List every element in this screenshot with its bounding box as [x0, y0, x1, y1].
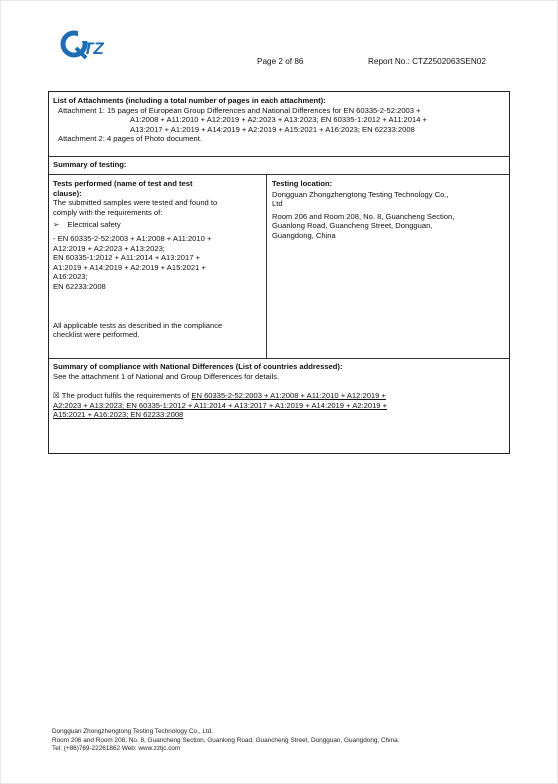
checked-box-icon: ☒	[53, 391, 60, 401]
standard-line: EN 62233:2008	[53, 281, 106, 291]
page-number: Page 2 of 86	[257, 57, 304, 66]
compliance-see: See the attachment 1 of National and Group Differences for details.	[53, 371, 280, 381]
standard-line: A16:2023;	[53, 272, 88, 282]
footer-company: Dongguan Zhongzhengtong Testing Technology Co., Ltd.	[52, 728, 214, 735]
tests-text: The submitted samples were tested and found to	[53, 198, 218, 208]
summary-testing-title: Summary of testing:	[53, 160, 127, 169]
location-line: Dongguan Zhongzhengtong Testing Technology Co.,	[272, 189, 449, 199]
attachment-2-line: Attachment 2: 4 pages of Photo document.	[58, 134, 202, 144]
attachment-1-line3: A13:2017 + A1:2019 + A14:2019 + A2:2019 + A15:2021 + A16:2023; EN 62233:2008	[130, 124, 415, 134]
location-line: Ltd	[272, 199, 283, 209]
arrow-bullet-icon: ➢	[53, 220, 60, 230]
compliance-standards: A2:2023 + A13:2023; EN 60335-1:2012 + A11:2014 + A13:2017 + A1:2019 + A14:2019 + A2:2019 +	[53, 400, 388, 410]
column-divider	[266, 174, 267, 358]
report-table	[48, 91, 510, 454]
bullet-label: Electrical safety	[67, 220, 121, 230]
location-line: Room 206 and Room 208, No. 8, Guancheng Section,	[272, 211, 455, 221]
standard-line: A12:2019 + A2:2023 + A13:2023;	[53, 243, 165, 253]
compliance-statement	[53, 391, 503, 401]
attachments-section	[53, 96, 509, 144]
tests-performed-title: Tests performed (name of test and test	[53, 179, 193, 188]
compliance-title: Summary of compliance with National Differences (List of countries addressed):	[53, 362, 343, 371]
divider	[49, 156, 509, 157]
compliance-standards: A15:2021 + A16:2023; EN 62233:2008	[53, 410, 184, 420]
tests-performed-cell	[53, 179, 263, 340]
footer-contact: Tel: (+86)769-22261862 Web: www.zztjc.com	[52, 745, 181, 753]
standard-line: - EN 60335-2-52:2003 + A1:2008 + A11:2010 +	[53, 233, 212, 243]
report-number: Report No.: CTZ2502063SEN02	[368, 57, 486, 66]
bullet-item	[53, 220, 263, 230]
attachment-1-line1: Attachment 1: 15 pages of European Group Differences and National Differences for EN 60335-2-52:2003 +	[58, 105, 421, 115]
location-line: Guanlong Road, Guancheng Street, Dongguan,	[272, 221, 433, 231]
standard-line: A1:2019 + A14:2019 + A2:2019 + A15:2021 +	[53, 262, 206, 272]
testing-location-cell	[272, 179, 502, 241]
page-footer	[52, 728, 399, 754]
attachment-1-line2: A1:2008 + A11:2010 + A12:2019 + A2:2023 + A13:2023; EN 60335-1:2012 + A11:2014 +	[130, 115, 427, 125]
divider	[49, 358, 509, 359]
testing-location-title: Testing location:	[272, 179, 333, 188]
checklist-note: All applicable tests as described in the compliance	[53, 320, 223, 330]
compliance-section	[53, 362, 503, 420]
attachments-title: List of Attachments (including a total number of pages in each attachment):	[53, 96, 326, 105]
compliance-prefix: The product fulfils the requirements of	[61, 391, 190, 401]
tests-text: comply with the requirements of:	[53, 207, 163, 217]
standard-line: EN 60335-1:2012 + A11:2014 + A13:2017 +	[53, 253, 201, 263]
divider	[49, 174, 509, 175]
checklist-note: checklist were performed.	[53, 330, 140, 340]
footer-address: Room 206 and Room 208, No. 8, Guancheng Section, Guanlong Road, Guancheng Street, Dongguan, Guangdong, China.	[52, 736, 400, 744]
svg-text:TZ: TZ	[83, 39, 104, 58]
tests-performed-title-cont: clause):	[53, 188, 82, 198]
location-line: Guangdong, China	[272, 230, 336, 240]
compliance-standards: EN 60335-2-52:2003 + A1:2008 + A11:2010 + A12:2019 +	[191, 391, 386, 401]
company-logo	[60, 28, 108, 64]
